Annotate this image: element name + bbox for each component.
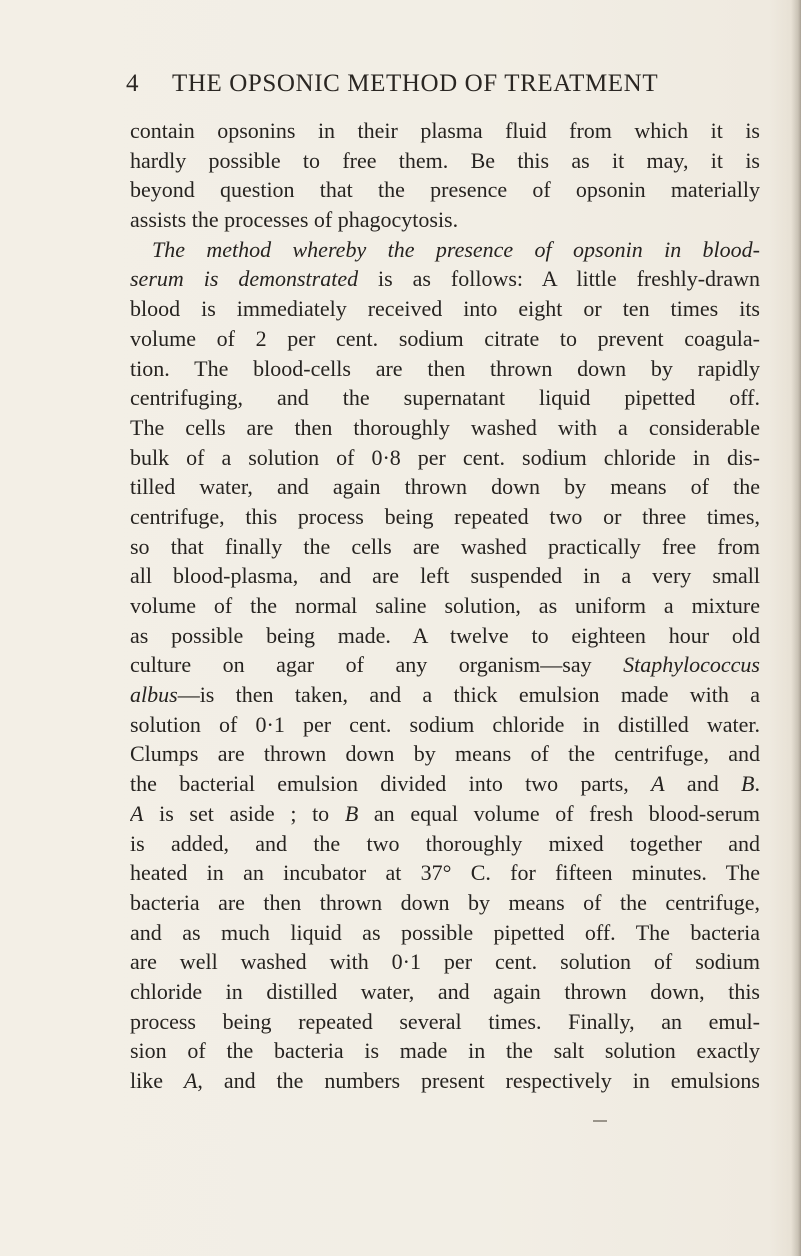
- text-line: sion of the bacteria is made in the salt solution exactly: [130, 1038, 760, 1064]
- text-line: A is set aside ; to B an equal volume of fresh blood-serum: [130, 800, 760, 826]
- catchword-mark: [593, 1120, 607, 1122]
- text-line: The cells are then thoroughly washed with a considerable: [130, 414, 760, 440]
- text-line: hardly possible to free them. Be this as it may, it is: [130, 147, 760, 173]
- text-line: culture on agar of any organism—say Staphylococcus: [130, 652, 760, 678]
- text-line: volume of 2 per cent. sodium citrate to prevent coagula-: [130, 325, 760, 351]
- running-header: [126, 70, 726, 104]
- text-line: so that finally the cells are washed practically free from: [130, 533, 760, 559]
- page-edge-shadow: [791, 0, 801, 1256]
- text-line: Clumps are thrown down by means of the centrifuge, and: [130, 741, 760, 767]
- text-line: centrifuging, and the supernatant liquid pipetted off.: [130, 385, 760, 411]
- text-line: are well washed with 0·1 per cent. solution of sodium: [130, 949, 760, 975]
- text-line: serum is demonstrated is as follows: A little freshly-drawn: [130, 266, 760, 292]
- text-line: bacteria are then thrown down by means of the centrifuge,: [130, 889, 760, 915]
- text-line: contain opsonins in their plasma fluid from which it is: [130, 118, 760, 143]
- text-line: The method whereby the presence of opsonin in blood-: [152, 236, 760, 262]
- body-text: [130, 116, 760, 1096]
- text-line: as possible being made. A twelve to eighteen hour old: [130, 622, 760, 648]
- text-line: heated in an incubator at 37° C. for fifteen minutes. The: [130, 860, 760, 886]
- text-line: albus—is then taken, and a thick emulsion made with a: [130, 682, 760, 708]
- page-number: 4: [126, 70, 140, 97]
- text-line: beyond question that the presence of opsonin materially: [130, 177, 760, 203]
- text-line: solution of 0·1 per cent. sodium chloride in distilled water.: [130, 711, 760, 737]
- text-line: like A, and the numbers present respectively in emulsions: [130, 1068, 760, 1093]
- text-line: blood is immediately received into eight or ten times its: [130, 296, 760, 322]
- text-line: process being repeated several times. Finally, an emul-: [130, 1008, 760, 1034]
- text-line: chloride in distilled water, and again thrown down, this: [130, 978, 760, 1004]
- text-line: tilled water, and again thrown down by means of the: [130, 474, 760, 500]
- text-line: tion. The blood-cells are then thrown down by rapidly: [130, 355, 760, 381]
- text-line: centrifuge, this process being repeated two or three times,: [130, 503, 760, 529]
- text-line: is added, and the two thoroughly mixed together and: [130, 830, 760, 856]
- text-line: volume of the normal saline solution, as uniform a mixture: [130, 593, 760, 618]
- text-line: and as much liquid as possible pipetted off. The bacteria: [130, 919, 760, 945]
- text-line: all blood-plasma, and are left suspended in a very small: [130, 563, 760, 589]
- text-line: the bacterial emulsion divided into two parts, A and B.: [130, 771, 760, 797]
- running-title: THE OPSONIC METHOD OF TREATMENT: [172, 70, 659, 97]
- text-line: bulk of a solution of 0·8 per cent. sodium chloride in dis-: [130, 444, 760, 470]
- text-line: assists the processes of phagocytosis.: [130, 207, 459, 233]
